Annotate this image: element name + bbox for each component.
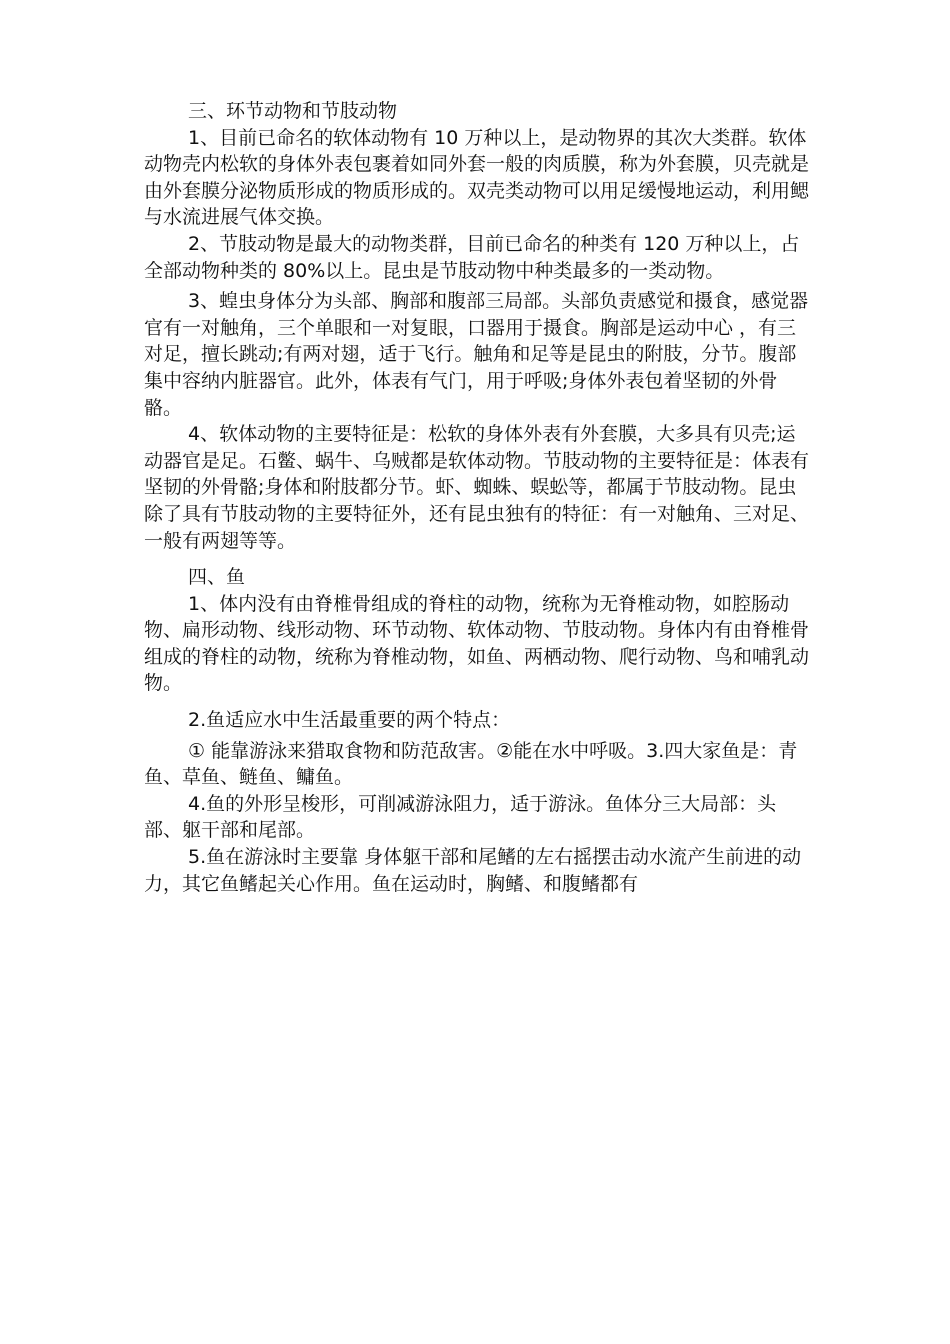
- paragraph-mollusc-overview: 1、目前已命名的软体动物有 10 万种以上，是动物界的其次大类群。软体动物壳内松软的身体外表包裹着如同外套一般的肉质膜，称为外套膜，贝壳就是由外套膜分泌物质形成的物质形成的。双壳类动物可以用足缓慢地运动，利用鳃与水流进展气体交换。: [144, 126, 810, 229]
- paragraph-arthropod-overview: 2、节肢动物是最大的动物类群，目前已命名的种类有 120 万种以上，占全部动物种类的 80%以上。昆虫是节肢动物中种类最多的一类动物。: [144, 232, 800, 282]
- paragraph-main-features: 4、软体动物的主要特征是：松软的身体外表有外套膜，大多具有贝壳;运动器官是足。石鳖、蜗牛、乌贼都是软体动物。节肢动物的主要特征是：体表有坚韧的外骨骼;身体和附肢都分节。虾、蜘蛛、蜈蚣等，都属于节肢动物。昆虫除了具有节肢动物的主要特征外，还有昆虫独有的特征：有一对触角、三对足、一般有两翅等等。: [144, 423, 810, 552]
- paragraph-fish-swimming: 5.鱼在游泳时主要靠 身体躯干部和尾鳍的左右摇摆击动水流产生前进的动力，其它鱼鳍起关心作用。鱼在运动时，胸鳍、和腹鳍都有: [144, 846, 802, 895]
- section-heading-3: 三、环节动物和节肢动物: [188, 100, 398, 122]
- section-heading-4: 四、鱼: [188, 566, 246, 589]
- paragraph-locust-body: 3、蝗虫身体分为头部、胸部和腹部三局部。头部负责感觉和摄食，感觉器官有一对触角，三个单眼和一对复眼，口器用于摄食。胸部是运动中心 ，有三对足，擅长跳动;有两对翅，适于飞行。触角和足等是昆虫的附肢，分节。腹部集中容纳内脏器官。此外，体表有气门，用于呼吸;身体外表包着坚韧的外骨骼。: [144, 290, 809, 419]
- paragraph-fish-traits: ① 能靠游泳来猎取食物和防范敌害。②能在水中呼吸。3.四大家鱼是：青鱼、草鱼、鲢鱼、鳙鱼。: [144, 739, 798, 789]
- paragraph-fish-adaptation: 2.鱼适应水中生活最重要的两个特点：: [188, 709, 511, 732]
- document-body: [144, 98, 814, 897]
- paragraph-fish-shape: 4.鱼的外形呈梭形，可削减游泳阻力，适于游泳。鱼体分三大局部：头部、躯干部和尾部。: [144, 792, 777, 842]
- paragraph-vertebrates: 1、体内没有由脊椎骨组成的脊柱的动物，统称为无脊椎动物，如腔肠动物、扁形动物、线形动物、环节动物、软体动物、节肢动物。身体内有由脊椎骨组成的脊柱的动物，统称为脊椎动物，如鱼、两栖动物、爬行动物、鸟和哺乳动物。: [144, 592, 810, 695]
